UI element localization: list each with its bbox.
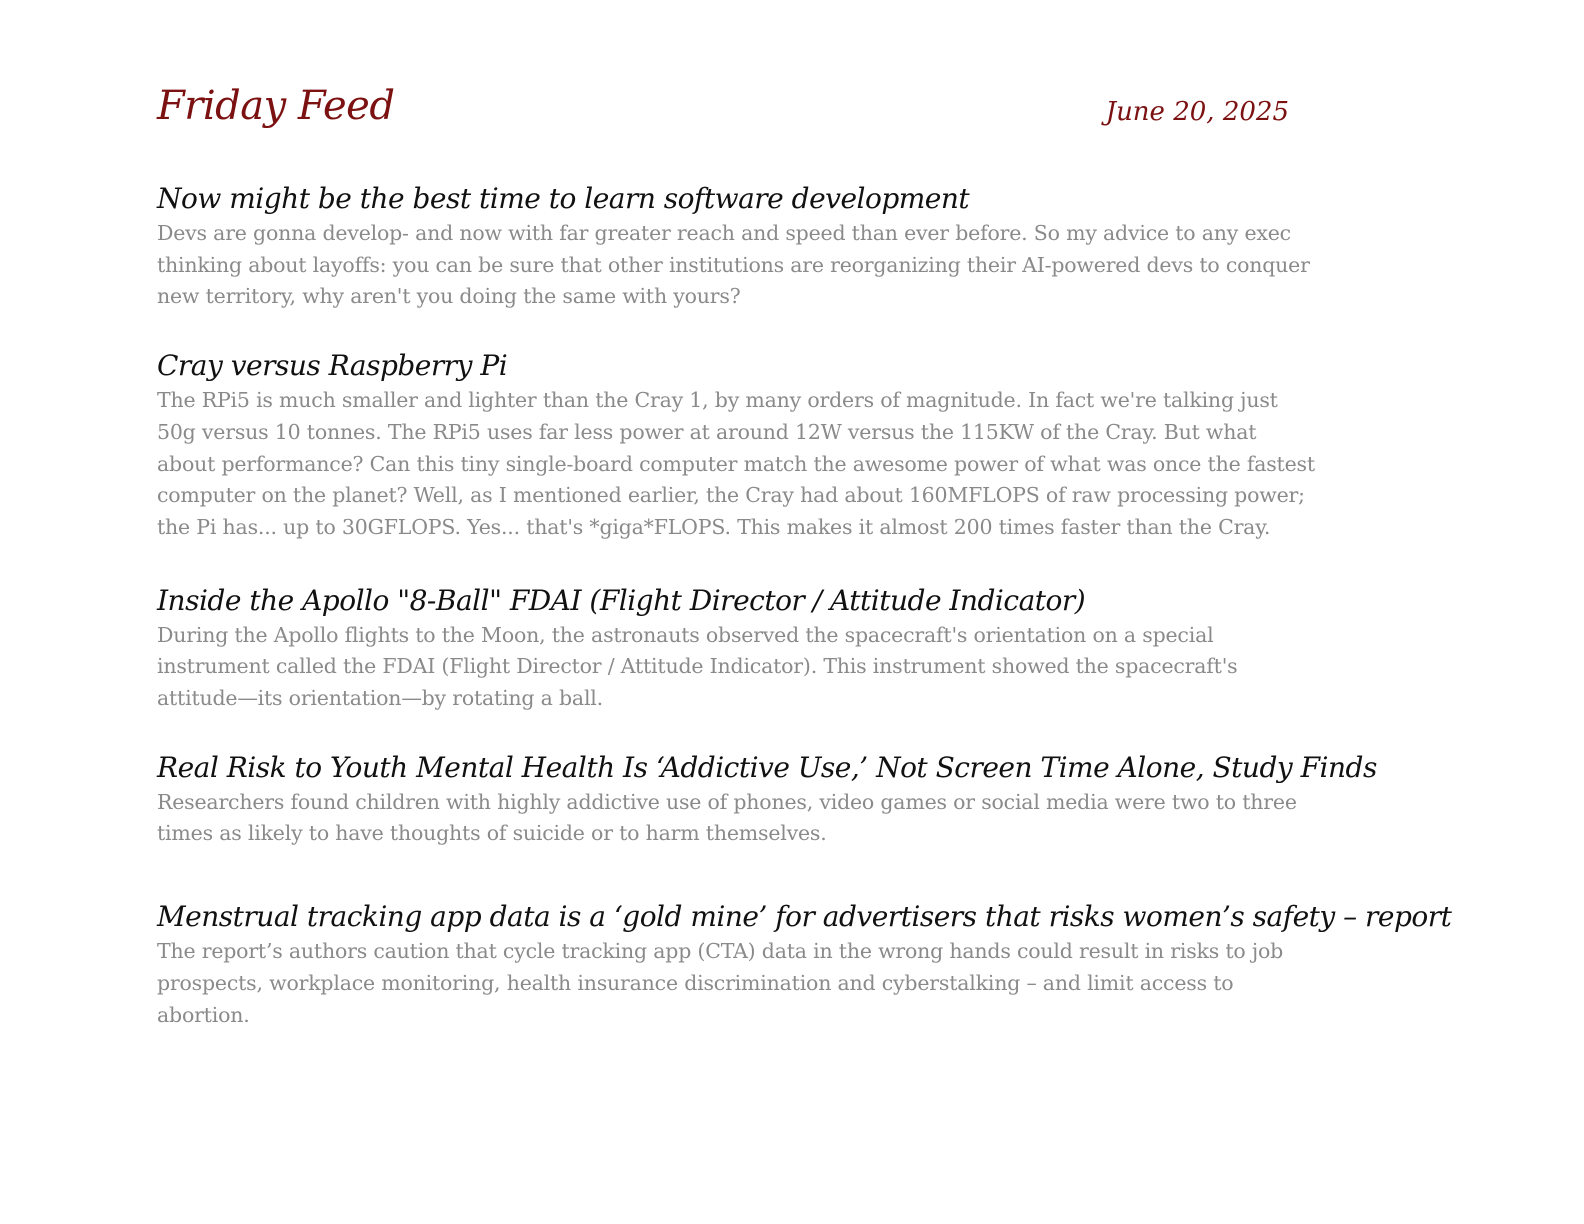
article-item (157, 749, 1377, 850)
article-title[interactable]: Now might be the best time to learn software development (157, 182, 970, 215)
article-summary: The report’s authors caution that cycle tracking app (CTA) data in the wrong hands could result in risks to job prospects, workplace monitoring, health insurance discrimination and cyberstalking – and limit access to abortion. (157, 939, 1284, 1027)
article-item (157, 180, 1317, 313)
article-item (157, 582, 1317, 715)
article-title[interactable]: Inside the Apollo "8-Ball" FDAI (Flight Director / Attitude Indicator) (157, 583, 1086, 617)
feed-page (157, 78, 1452, 1031)
feed-date: June 20, 2025 (1105, 97, 1289, 127)
article-item (157, 898, 1452, 1031)
article-title[interactable]: Cray versus Raspberry Pi (157, 349, 508, 383)
feed-header (157, 78, 1317, 158)
article-title[interactable]: Menstrual tracking app data is a ‘gold mine’ for advertisers that risks women’s safety – report (157, 900, 1452, 934)
article-list (157, 180, 1452, 1031)
article-summary: The RPi5 is much smaller and lighter than the Cray 1, by many orders of magnitude. In fact we're talking just 50g versus 10 tonnes. The RPi5 uses far less power at around 12W versus the 115KW of the Cray. But what about performance? Can this tiny single-board computer match the awesome power of what was once the fastest computer on the planet? Well, as I mentioned earlier, the Cray had about 160MFLOPS of raw processing power; the Pi has... up to 30GFLOPS. Yes... that's *giga*FLOPS. This makes it almost 200 times faster than the Cray. (157, 388, 1315, 539)
page-title: Friday Feed (157, 83, 395, 129)
article-summary: During the Apollo flights to the Moon, the astronauts observed the spacecraft's orientation on a special instrument called the FDAI (Flight Director / Attitude Indicator). This instrument showed the spacecraft's attitude—its orientation—by rotating a ball. (157, 622, 1238, 711)
article-item (157, 347, 1317, 544)
article-title[interactable]: Real Risk to Youth Mental Health Is ‘Addictive Use,’ Not Screen Time Alone, Study Finds (157, 750, 1377, 784)
article-summary: Devs are gonna develop- and now with far greater reach and speed than ever before. So my advice to any exec thinking about layoffs: you can be sure that other institutions are reorganizing their AI-powered devs to conquer new territory, why aren't you doing the same with yours? (157, 221, 1310, 309)
article-summary: Researchers found children with highly addictive use of phones, video games or social media were two to three times as likely to have thoughts of suicide or to harm themselves. (157, 789, 1297, 846)
